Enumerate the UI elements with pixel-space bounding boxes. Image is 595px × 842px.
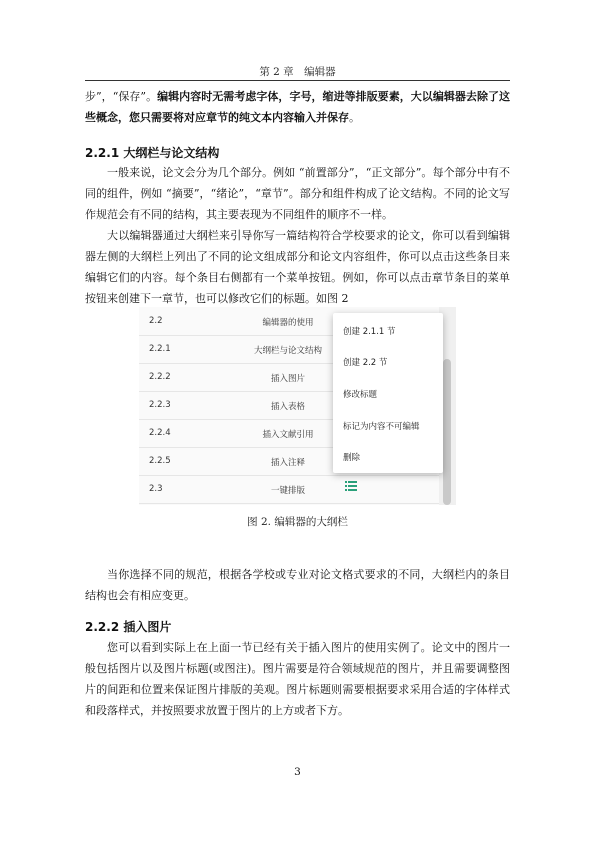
menu-item-delete[interactable]: 删除 — [343, 453, 361, 463]
menu-item-create-section[interactable]: 创建 2.2 节 — [343, 358, 388, 368]
outline-row[interactable] — [139, 475, 439, 504]
outline-context-menu — [333, 313, 443, 473]
paragraph-outline-variation: 当你选择不同的规范，根据各学校或专业对论文格式要求的不同，大纲栏内的条目结构也会有相应变更。 — [85, 568, 510, 602]
running-header: 第 2 章 编辑器 — [259, 66, 336, 78]
outline-row-title: 编辑器的使用 — [262, 318, 314, 328]
intro-prefix: 步”，“保存”。 — [85, 90, 158, 103]
menu-item-create-subsection[interactable]: 创建 2.1.1 节 — [343, 327, 396, 337]
outline-row-number: 2.2.2 — [149, 372, 171, 382]
section-heading-2-2-2: 2.2.2 插入图片 — [85, 620, 172, 634]
outline-row-title: 插入注释 — [270, 458, 305, 468]
paragraph-insert-image: 您可以看到实际上在上面一节已经有关于插入图片的使用实例了。论文中的图片一般包括图片以及图片标题(或图注)。图片需要是符合领域规范的图片，并且需要调整图片的间距和位置来保证图片排版的美观。图片标题则需要根据要求采用合适的字体样式和段落样式，并按照要求放置于图片的上方或者下方。 — [85, 641, 510, 717]
outline-row-title: 插入表格 — [270, 402, 305, 412]
menu-item-rename[interactable]: 修改标题 — [343, 390, 378, 400]
outline-row-number: 2.2 — [149, 316, 163, 326]
figure-caption: 图 2. 编辑器的大纲栏 — [247, 516, 348, 528]
outline-row-number: 2.2.1 — [149, 344, 171, 354]
paragraph-outline-structure: 一般来说，论文会分为几个部分。例如 “前置部分”，“正文部分”。每个部分中有不同的组件，例如 “摘要”，“绪论”，“章节”。部分和组件构成了论文结构。不同的论文写作规范会有不同的结构，其主要表现为不同组件的顺序不一样。 — [85, 166, 510, 221]
section-heading-2-2-1: 2.2.1 大纲栏与论文结构 — [85, 146, 220, 160]
list-icon[interactable] — [345, 481, 357, 494]
outline-row-number: 2.2.5 — [149, 456, 171, 466]
intro-period: 。 — [349, 111, 360, 124]
scrollbar-thumb[interactable] — [443, 359, 451, 505]
outline-row-title: 插入文献引用 — [262, 430, 314, 440]
outline-row-number: 2.2.3 — [149, 400, 171, 410]
intro-paragraph — [85, 86, 510, 128]
outline-row-title: 一键排版 — [270, 486, 305, 496]
intro-bold-text: 编辑内容时无需考虑字体，字号，缩进等排版要素，大以编辑器去除了这些概念，您只需要将对应章节的纯文本内容输入并保存 — [85, 90, 511, 124]
paragraph-outline-guidance: 大以编辑器通过大纲栏来引导你写一篇结构符合学校要求的论文，你可以看到编辑器左侧的大纲栏上列出了不同的论文组成部分和论文内容组件，你可以点击这些条目来编辑它们的内容。每个条目右侧都有一个菜单按钮。例如，你可以点击章节条目的菜单按钮来创建下一章节，也可以修改它们的标题。如图 2 — [85, 229, 510, 305]
menu-item-mark-readonly[interactable]: 标记为内容不可编辑 — [343, 422, 420, 432]
outline-row-title: 插入图片 — [270, 374, 305, 384]
outline-row-title: 大纲栏与论文结构 — [253, 346, 322, 356]
header-rule — [85, 80, 510, 81]
page-number: 3 — [294, 766, 301, 778]
outline-figure — [139, 307, 456, 505]
outline-row-number: 2.3 — [149, 484, 163, 494]
outline-row-number: 2.2.4 — [149, 428, 171, 438]
